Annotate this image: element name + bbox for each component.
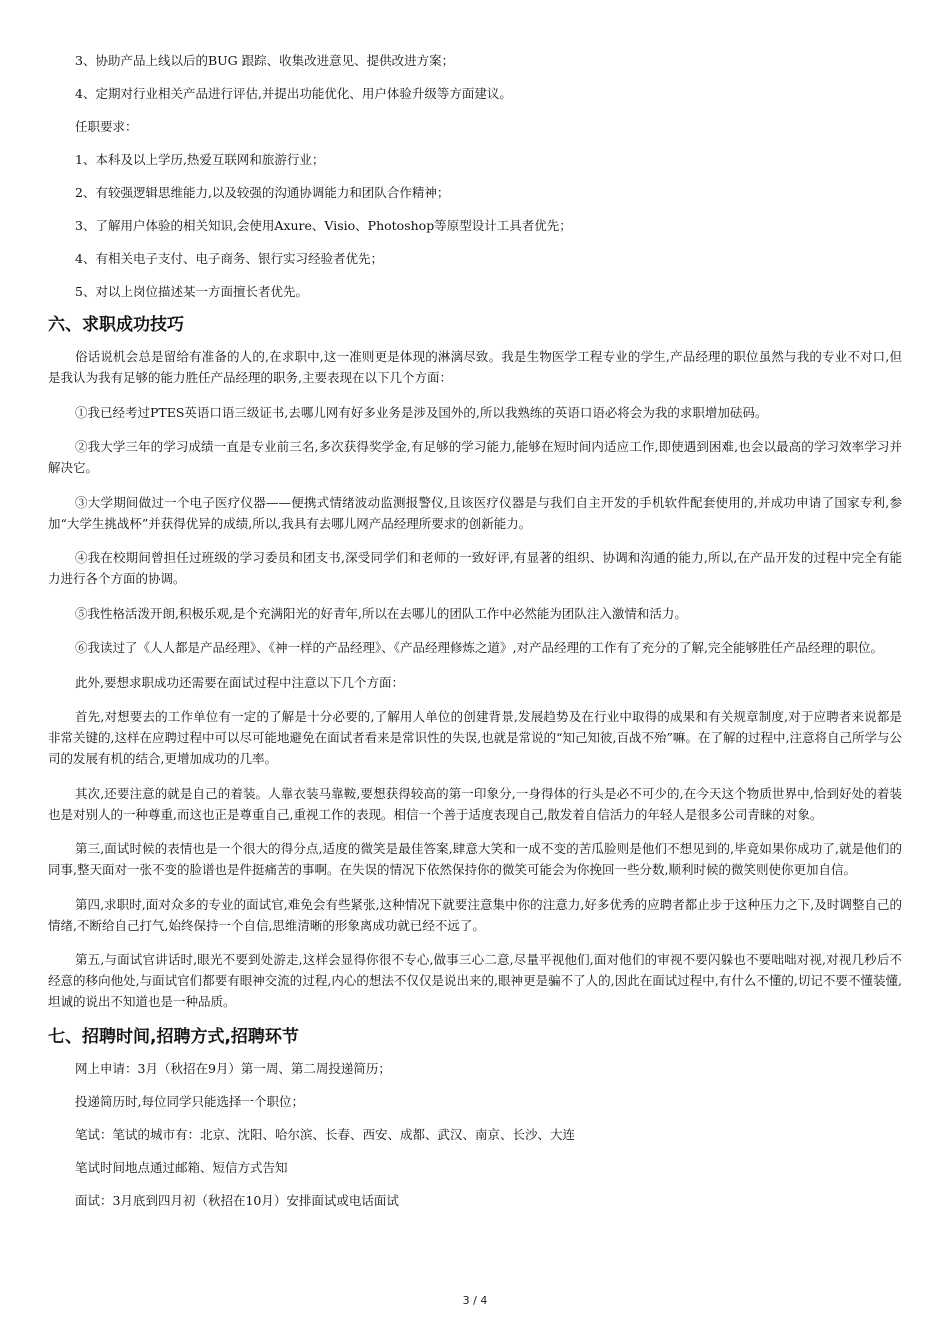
recruit-written-test-notice: 笔试时间地点通过邮箱、短信方式告知	[75, 1159, 288, 1175]
strength-1: ①我已经考过PTES英语口语三级证书,去哪儿网有好多业务是涉及国外的,所以我熟练的英语口语必将会为我的求职增加砝码。	[75, 404, 768, 420]
requirement-item-4: 4、有相关电子支付、电子商务、银行实习经验者优先；	[75, 251, 383, 266]
recruit-online-apply: 网上申请：3月（秋招在9月）第一周、第二周投递简历；	[75, 1060, 391, 1076]
requirement-item-2: 2、有较强逻辑思维能力,以及较强的沟通协调能力和团队合作精神；	[75, 185, 450, 200]
recruit-one-position: 投递简历时,每位同学只能选择一个职位；	[75, 1093, 304, 1109]
duty-item-3: 3、协助产品上线以后的BUG 跟踪、收集改进意见、提供改进方案；	[75, 53, 455, 68]
page-number: 3 / 4	[462, 1294, 488, 1307]
interview-tip-1: 首先,对想要去的工作单位有一定的了解是十分必要的,了解用人单位的创建背景,发展趋势及在行业中取得的成果和有关规章制度,对于应聘者来说都是非常关键的,这样在应聘过程中可以尽可能地避免在面试者看来是常识性的失误,也就是常说的“知己知彼,百战不殆”嘛。在了解的过程中,注意将自己所学与公司的发展有机的结合,更增加成功的几率。	[48, 709, 902, 766]
recruit-interview-time: 面试：3月底到四月初（秋招在10月）安排面试或电话面试	[75, 1192, 399, 1208]
strength-3: ③大学期间做过一个电子医疗仪器——便携式情绪波动监测报警仪,且该医疗仪器是与我们自主开发的手机软件配套使用的,并成功申请了国家专利,参加“大学生挑战杯”并获得优异的成绩,所以,我具有去哪儿网产品经理所要求的创新能力。	[48, 494, 902, 531]
strength-2: ②我大学三年的学习成绩一直是专业前三名,多次获得奖学金,有足够的学习能力,能够在短时间内适应工作,即使遇到困难,也会以最高的学习效率学习并解决它。	[48, 439, 902, 475]
section-7-heading: 七、招聘时间,招聘方式,招聘环节	[48, 1026, 299, 1047]
section-6-heading: 六、求职成功技巧	[48, 315, 184, 335]
interview-tips-intro: 此外,要想求职成功还需要在面试过程中注意以下几个方面：	[75, 674, 404, 690]
interview-tip-3: 第三,面试时候的表情也是一个很大的得分点,适度的微笑是最佳答案,肆意大笑和一成不变的苦瓜脸则是他们不想见到的,毕竟如果你成功了,就是他们的同事,整天面对一张不变的脸谱也是件挺痛苦的事啊。在失误的情况下依然保持你的微笑可能会为你挽回一些分数,顺利时候的微笑则使你更加自信。	[48, 841, 902, 877]
section-6-intro: 俗话说机会总是留给有准备的人的,在求职中,这一准则更是体现的淋漓尽致。我是生物医学工程专业的学生,产品经理的职位虽然与我的专业不对口,但是我认为我有足够的能力胜任产品经理的职务,主要表现在以下几个方面：	[48, 349, 902, 385]
strength-6: ⑥我读过了《人人都是产品经理》、《神一样的产品经理》、《产品经理修炼之道》,对产品经理的工作有了充分的了解,完全能够胜任产品经理的职位。	[75, 640, 883, 655]
strength-5: ⑤我性格活泼开朗,积极乐观,是个充满阳光的好青年,所以在去哪儿的团队工作中必然能为团队注入激情和活力。	[75, 605, 687, 621]
interview-tip-2: 其次,还要注意的就是自己的着装。人靠衣装马靠鞍,要想获得较高的第一印象分,一身得体的行头是必不可少的,在今天这个物质世界中,恰到好处的着装也是对别人的一种尊重,而这也正是尊重自己,重视工作的表现。相信一个善于适度表现自己,散发着自信活力的年轻人是很多公司青睐的对象。	[48, 785, 902, 822]
interview-tip-4: 第四,求职时,面对众多的专业的面试官,难免会有些紧张,这种情况下就要注意集中你的注意力,好多优秀的应聘者都止步于这种压力之下,及时调整自己的情绪,不断给自己打气,始终保持一个自信,思维清晰的形象离成功就已经不远了。	[48, 896, 902, 933]
requirement-item-5: 5、对以上岗位描述某一方面擅长者优先。	[75, 284, 308, 299]
requirements-label: 任职要求：	[75, 119, 138, 134]
requirement-item-1: 1、本科及以上学历,热爱互联网和旅游行业；	[75, 152, 325, 167]
requirement-item-3: 3、了解用户体验的相关知识,会使用Axure、Visio、Photoshop等原型设计工具者优先；	[75, 218, 572, 233]
interview-tip-5: 第五,与面试官讲话时,眼光不要到处游走,这样会显得你很不专心,做事三心二意,尽量平视他们,面对他们的审视不要闪躲也不要咄咄对视,对视几秒后不经意的移向他处,与面试官们都要有眼神交流的过程,内心的想法不仅仅是说出来的,眼神更是骗不了人的,因此在面试过程中,有什么不懂的,切记不要不懂装懂,坦诚的说出不知道也是一种品质。	[48, 952, 902, 1009]
strength-4: ④我在校期间曾担任过班级的学习委员和团支书,深受同学们和老师的一致好评,有显著的组织、协调和沟通的能力,所以,在产品开发的过程中完全有能力进行各个方面的协调。	[48, 550, 902, 586]
duty-item-4: 4、定期对行业相关产品进行评估,并提出功能优化、用户体验升级等方面建议。	[75, 86, 512, 101]
recruit-written-test-cities: 笔试：笔试的城市有：北京、沈阳、哈尔滨、长春、西安、成都、武汉、南京、长沙、大连	[75, 1126, 576, 1142]
document-page	[48, 50, 902, 1223]
